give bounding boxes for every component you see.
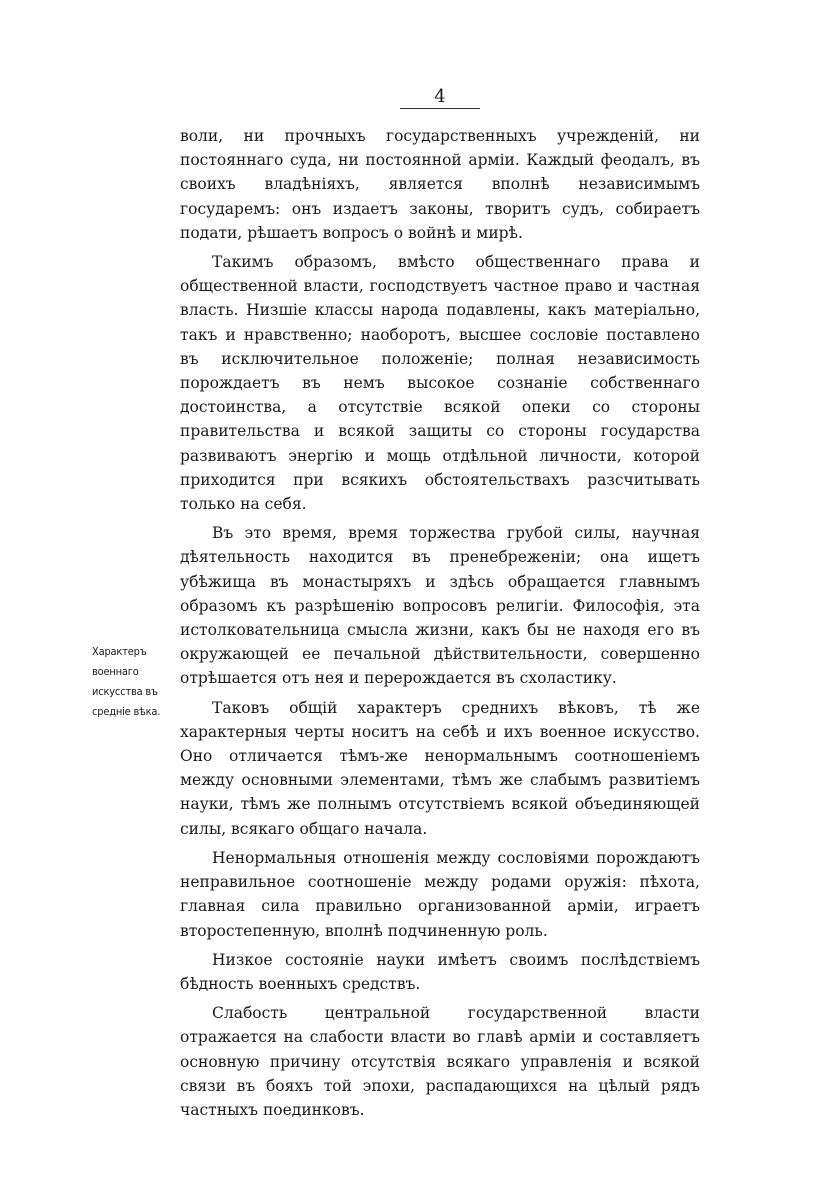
paragraph: Ненормальныя отношенія между сословіями порождаютъ неправильное соотношеніе между родами оружія: пѣхота, главная сила правильно организованной арміи, играетъ второстепенную, вполнѣ подчиненную роль. [180, 848, 700, 940]
paragraph: воли, ни прочныхъ государственныхъ учрежденій, ни постояннаго суда, ни постоянной арміи. Каждый феодалъ, въ своихъ владѣніяхъ, является вполнѣ независимымъ государемъ: онъ издаетъ законы, творитъ судъ, собираетъ подати, рѣшаетъ вопросъ о войнѣ и мирѣ. [180, 127, 700, 242]
margin-note: Характеръ военнаго искусства въ средніе вѣка. [92, 645, 161, 718]
paragraph: Таковъ общій характеръ среднихъ вѣковъ, тѣ же характерныя черты носитъ на себѣ и ихъ военное искусство. Оно отличается тѣмъ-же ненормальнымъ соотношеніемъ между основными элементами, тѣмъ же слабымъ развитіемъ науки, тѣмъ же полнымъ отсутствіемъ всякой объединяющей силы, всякаго общаго начала. [180, 698, 700, 838]
paragraph: Слабость центральной государственной власти отражается на слабости власти во главѣ арміи и составляетъ основную причину отсутствія всякаго управленія и всякой связи въ бояхъ той эпохи, распадающихся на цѣлый рядъ частныхъ поединковъ. [180, 1004, 700, 1119]
page-number: 4 [434, 86, 446, 107]
paragraph: Такимъ образомъ, вмѣсто общественнаго права и общественной власти, господствуетъ частное право и частная власть. Низшіе классы народа подавлены, какъ матеріально, такъ и нравственно; наоборотъ, высшее сословіе поставлено въ исключительное положеніе; полная независимость порождаетъ въ немъ высокое сознаніе собственнаго достоинства, а отсутствіе всякой опеки со стороны правительства и всякой защиты со стороны государства развиваютъ энергію и мощь отдѣльной личности, которой приходится при всякихъ обстоятельствахъ разсчитывать только на себя. [180, 253, 700, 514]
paragraph: Низкое состояніе науки имѣетъ своимъ послѣдствіемъ бѣдность военныхъ средствъ. [180, 950, 700, 993]
paragraph: Въ это время, время торжества грубой силы, научная дѣятельность находится въ пренебреженіи; она ищетъ убѣжища въ монастыряхъ и здѣсь обращается главнымъ образомъ къ разрѣшенію вопросовъ религіи. Философія, эта истолковательница смысла жизни, какъ бы не находя его въ окружающей ее печальной дѣйствительности, совершенно отрѣшается отъ нея и перерождается въ схоластику. [180, 524, 700, 688]
body-text [180, 124, 700, 1127]
page-number-rule [400, 108, 480, 109]
